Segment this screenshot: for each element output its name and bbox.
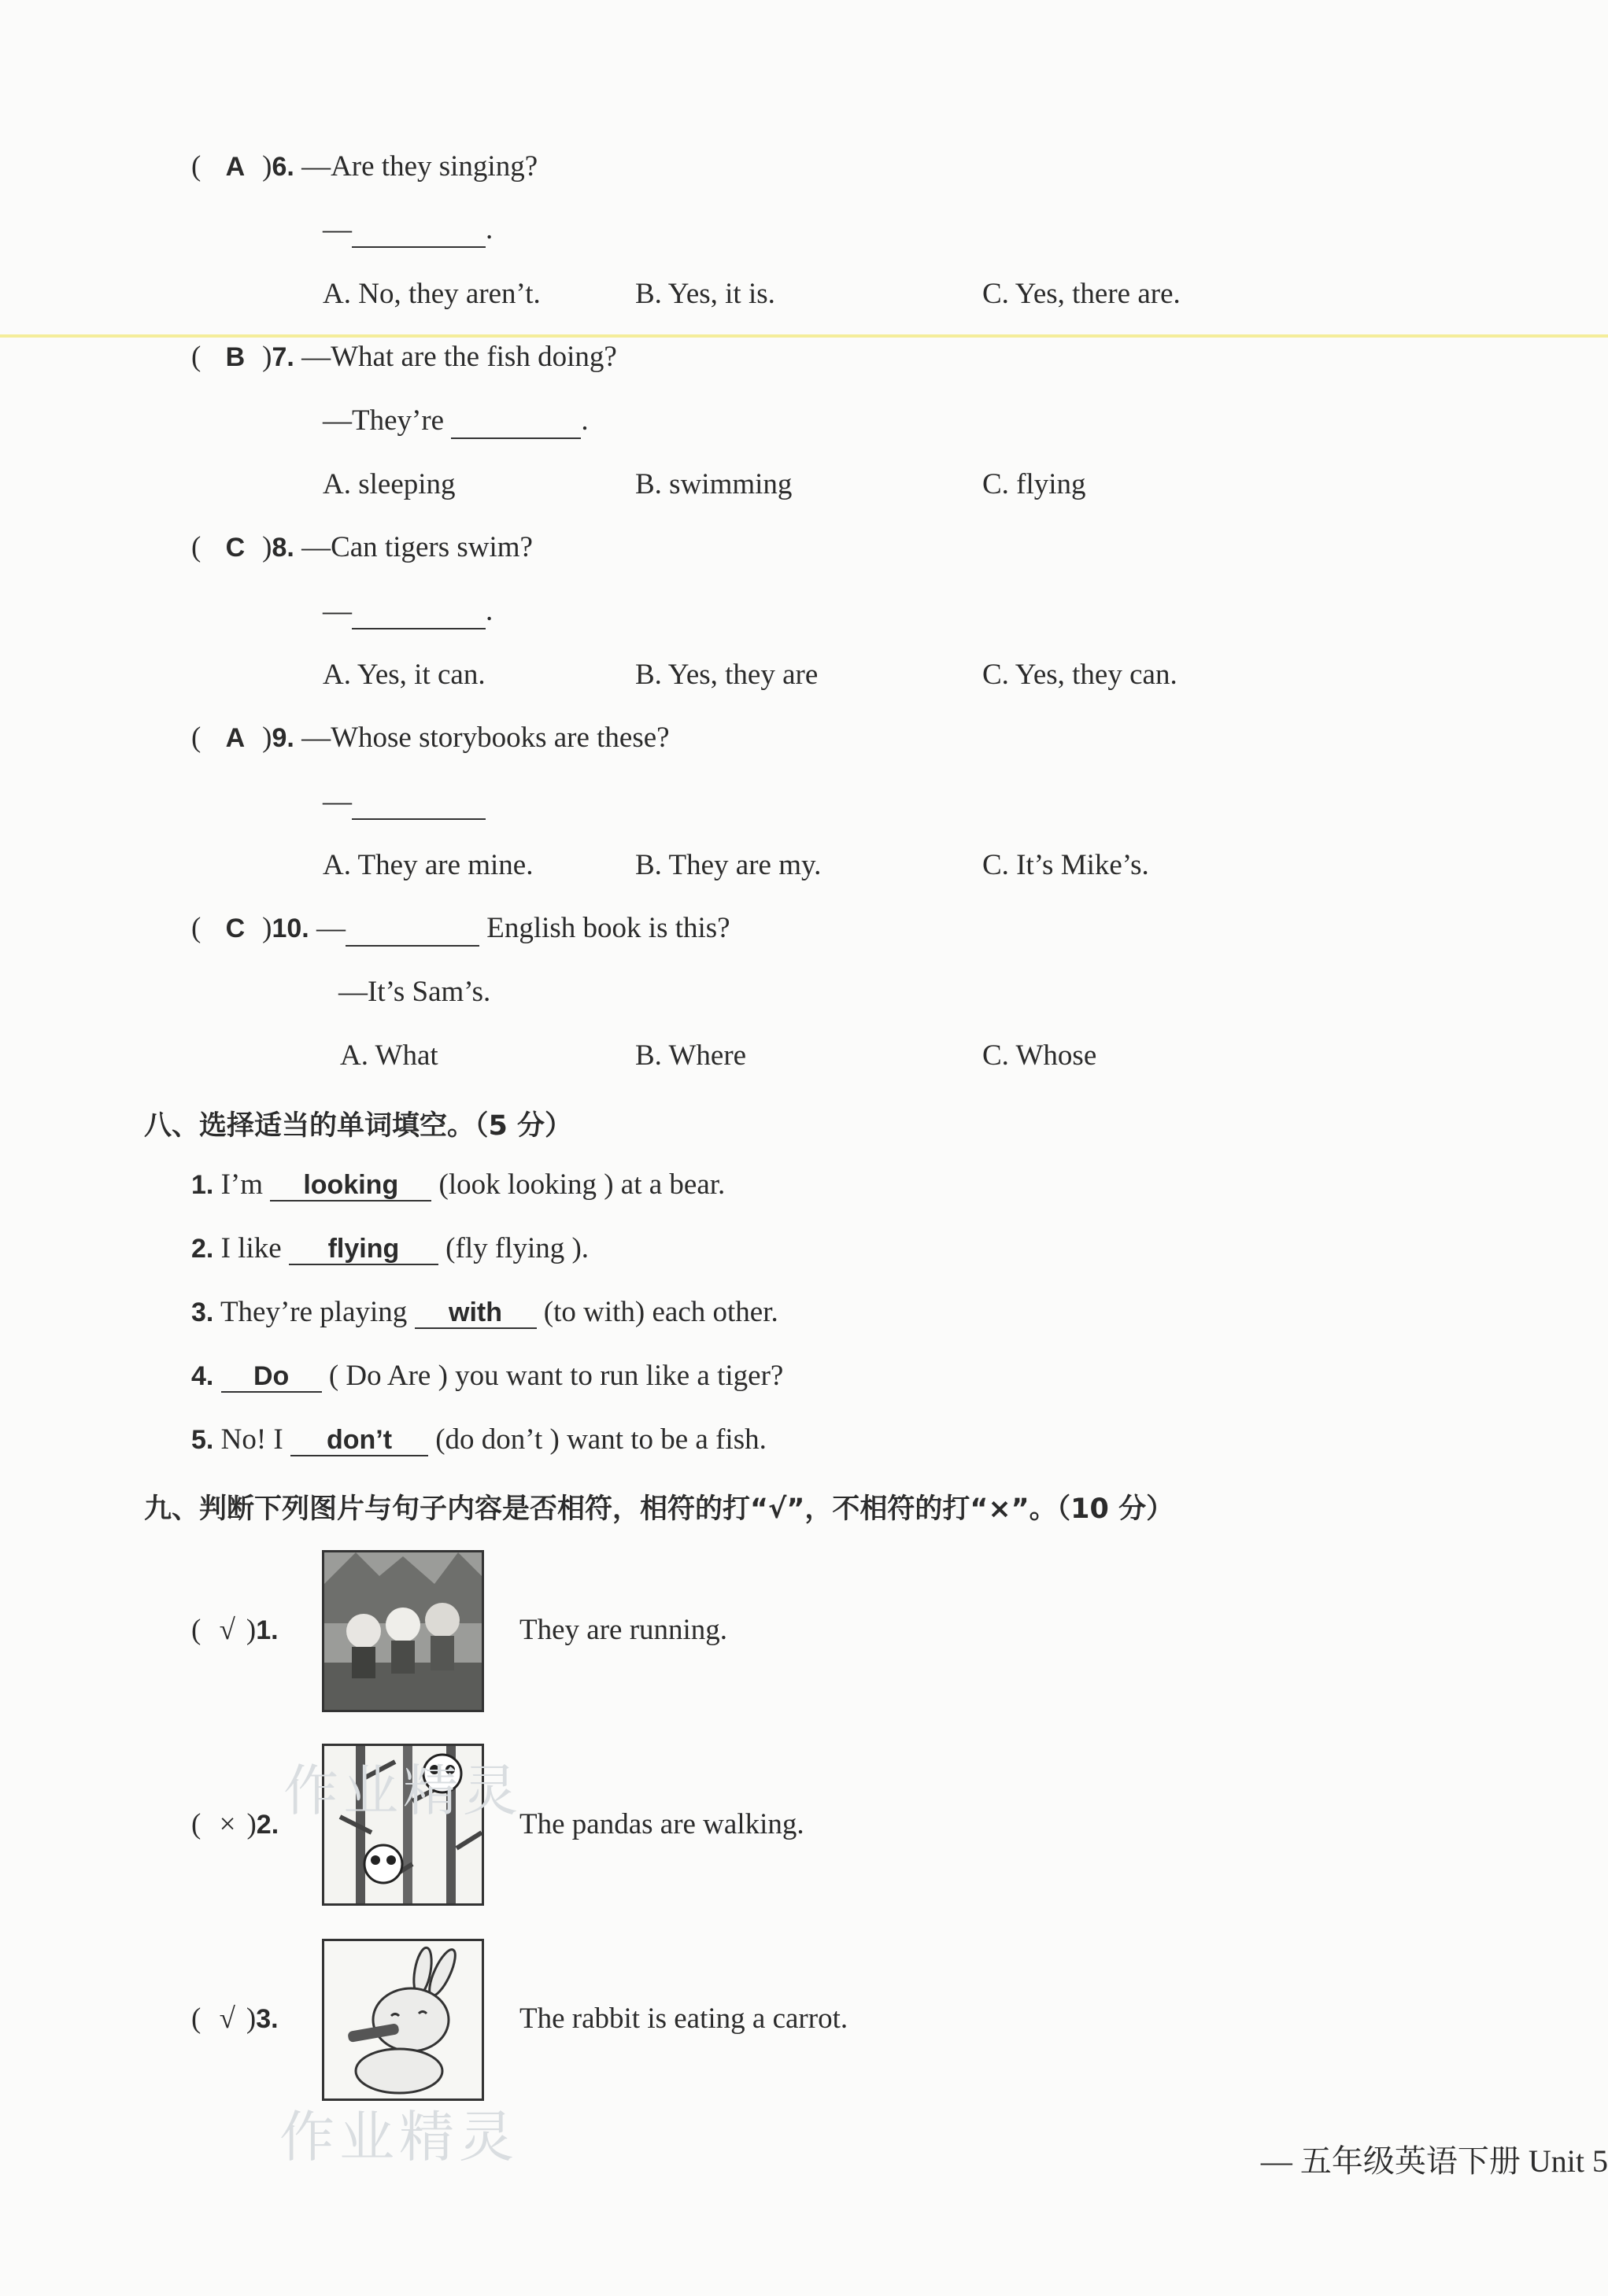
watermark: 作业精灵	[283, 1759, 523, 1823]
question-10: ( C )10. — English book is this?	[191, 911, 730, 947]
blank	[346, 913, 479, 947]
highlight-line	[0, 334, 1608, 338]
option-b: B. Yes, it is.	[635, 278, 775, 310]
option-b: B. Yes, they are	[635, 659, 819, 691]
fill-item-5: 5. No! I don’t (do don’t ) want to be a fish.	[191, 1423, 767, 1456]
fill-answer: with	[415, 1298, 537, 1329]
question-8: ( C )8. —Can tigers swim?	[191, 531, 533, 563]
rabbit-carrot-image	[322, 1939, 484, 2101]
fill-answer: flying	[289, 1235, 438, 1265]
option-a: A. No, they aren’t.	[323, 278, 541, 310]
question-6: ( A )6. —Are they singing?	[191, 150, 538, 183]
option-b: B. swimming	[635, 468, 793, 500]
question-9: ( A )9. —Whose storybooks are these?	[191, 722, 670, 754]
option-a: A. Yes, it can.	[323, 659, 486, 691]
answer-6: A	[225, 152, 246, 182]
fill-item-1: 1. I’m looking (look looking ) at a bear.	[191, 1168, 726, 1201]
fill-item-2: 2. I like flying (fly flying ).	[191, 1232, 590, 1264]
judge-item-2: ( × )2.	[191, 1808, 279, 1840]
option-c: C. Yes, they can.	[982, 659, 1177, 691]
response-6: — .	[323, 212, 493, 248]
fill-answer: Do	[221, 1362, 322, 1393]
page-footer: — 五年级英语下册 Unit 5	[1260, 2143, 1608, 2179]
judge-answer: √	[219, 2003, 235, 2035]
judge-answer: ×	[219, 1808, 236, 1840]
answer-9: A	[225, 723, 246, 753]
answer-7: B	[225, 342, 246, 372]
option-a: A. They are mine.	[323, 849, 534, 881]
option-a: A. sleeping	[323, 468, 456, 500]
option-c: C. Yes, there are.	[982, 278, 1181, 310]
option-b: B. They are my.	[635, 849, 822, 881]
answer-8: C	[225, 533, 246, 563]
judge-text-1: They are running.	[519, 1614, 728, 1646]
judge-item-1: ( √ )1.	[191, 1614, 279, 1646]
blank	[352, 786, 486, 820]
blank	[352, 596, 486, 629]
fill-item-3: 3. They’re playing with (to with) each other.	[191, 1296, 778, 1328]
option-b: B. Where	[635, 1039, 747, 1072]
fill-answer: don’t	[290, 1426, 428, 1456]
response-10: —It’s Sam’s.	[338, 976, 491, 1008]
answer-10: C	[225, 914, 246, 943]
watermark: 作业精灵	[279, 2105, 519, 2169]
blank	[352, 214, 486, 248]
fill-answer: looking	[270, 1171, 431, 1202]
section-8-title: 八、选择适当的单词填空。（5 分）	[144, 1110, 573, 1142]
judge-text-2: The pandas are walking.	[519, 1808, 804, 1840]
section-9-title: 九、判断下列图片与句子内容是否相符，相符的打“√”，不相符的打“×”。（10 分）	[144, 1493, 1174, 1525]
option-c: C. Whose	[982, 1039, 1097, 1072]
response-7: —They’re .	[323, 404, 589, 439]
judge-text-3: The rabbit is eating a carrot.	[519, 2003, 848, 2035]
judge-item-3: ( √ )3.	[191, 2003, 279, 2035]
option-a: A. What	[340, 1039, 438, 1072]
option-c: C. It’s Mike’s.	[982, 849, 1149, 881]
option-c: C. flying	[982, 468, 1086, 500]
response-9: —	[323, 784, 486, 820]
running-children-image	[322, 1550, 484, 1712]
question-7: ( B )7. —What are the fish doing?	[191, 341, 617, 373]
question-number: 6.	[272, 152, 294, 182]
blank	[451, 405, 581, 439]
response-8: — .	[323, 594, 493, 629]
question-text: —Are they singing?	[301, 150, 538, 183]
judge-answer: √	[219, 1614, 235, 1646]
fill-item-4: 4. Do ( Do Are ) you want to run like a tiger?	[191, 1360, 784, 1392]
